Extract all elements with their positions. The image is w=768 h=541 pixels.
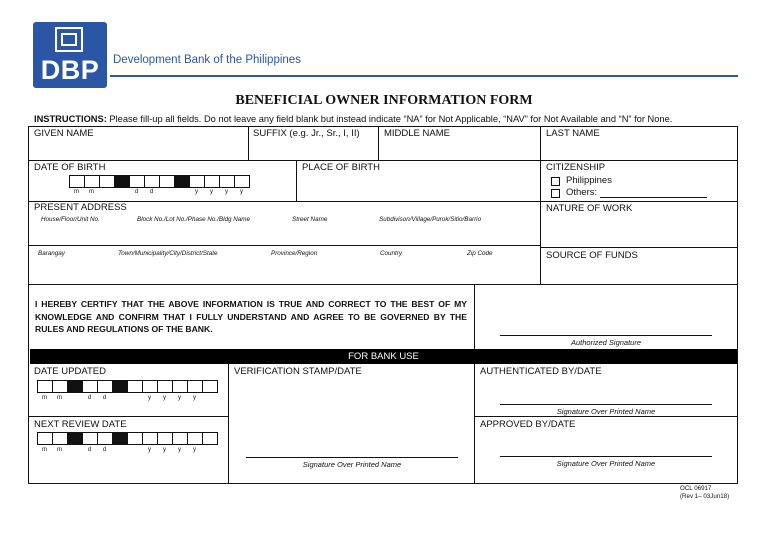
date-of-birth-sublabels: m m d d y y y y (74, 189, 243, 195)
given-name-label: GIVEN NAME (34, 128, 94, 139)
last-name-label: LAST NAME (546, 128, 600, 139)
bank-use-banner: FOR BANK USE (30, 349, 737, 364)
nature-of-work-label: NATURE OF WORK (546, 203, 633, 214)
citizenship-philippines-label: Philippines (566, 175, 612, 186)
verification-signature-line[interactable] (246, 457, 458, 458)
date-of-birth-label: DATE OF BIRTH (34, 162, 106, 173)
form-revision: (Rev 1– 03Jun18) (680, 493, 730, 500)
address-barangay-sublabel: Barangay (38, 250, 65, 257)
next-review-date-sublabels: m m d d y y y y (42, 447, 196, 453)
form-title: BENEFICIAL OWNER INFORMATION FORM (235, 93, 533, 108)
approved-signature-label: Signature Over Printed Name (556, 459, 656, 468)
logo-text: DBP (40, 55, 100, 85)
authorized-signature-label: Authorized Signature (570, 338, 642, 347)
authorized-signature-line[interactable] (500, 335, 712, 336)
date-updated-label: DATE UPDATED (34, 366, 106, 377)
address-house-sublabel: House/Floor/Unit No. (41, 216, 100, 223)
authenticated-signature-line[interactable] (500, 404, 712, 405)
citizenship-others-field[interactable] (600, 197, 707, 198)
source-of-funds-label: SOURCE OF FUNDS (546, 250, 638, 261)
present-address-label: PRESENT ADDRESS (34, 202, 127, 213)
date-updated-sublabels: m m d d y y y y (42, 395, 196, 401)
logo-emblem-icon (55, 27, 83, 52)
address-country-sublabel: Country (380, 250, 403, 257)
verification-signature-label: Signature Over Printed Name (302, 460, 402, 469)
place-of-birth-label: PLACE OF BIRTH (302, 162, 380, 173)
bank-name: Development Bank of the Philippines (113, 54, 301, 66)
instructions (34, 114, 672, 124)
authenticated-by-label: AUTHENTICATED BY/DATE (480, 366, 602, 377)
form-code: OCL 06917 (680, 485, 712, 492)
address-province-sublabel: Province/Region (271, 250, 318, 257)
approved-by-label: APPROVED BY/DATE (480, 419, 576, 430)
certification-text: I HEREBY CERTIFY THAT THE ABOVE INFORMATION IS TRUE AND CORRECT TO THE BEST OF MY KNOWLEDGE AND CONFIRM THAT I FULLY UNDERSTAND AND AGREE TO BE GOVERNED BY THE RULES AND REGULATIONS OF THE BANK. (35, 299, 467, 334)
address-zip-sublabel: Zip Code (467, 250, 493, 257)
approved-signature-line[interactable] (500, 456, 712, 457)
citizenship-label: CITIZENSHIP (546, 162, 606, 173)
next-review-date-boxes[interactable] (37, 432, 217, 445)
address-subdivision-sublabel: Subdivison/Village/Purok/Sitio/Barrio (379, 216, 482, 223)
authenticated-signature-label: Signature Over Printed Name (556, 407, 656, 416)
date-updated-boxes[interactable] (37, 380, 217, 393)
instructions-text: Please fill-up all fields. Do not leave any field blank but instead indicate “NA” for Not Applicable, “NAV” for Not Available and “N” for None. (106, 114, 673, 124)
header-rule (110, 75, 738, 77)
suffix-label: SUFFIX (e.g. Jr., Sr., I, II) (253, 128, 360, 139)
citizenship-philippines-checkbox[interactable] (551, 177, 560, 186)
citizenship-others-label: Others: (566, 187, 598, 198)
middle-name-label: MIDDLE NAME (384, 128, 450, 139)
next-review-date-label: NEXT REVIEW DATE (34, 419, 127, 430)
date-of-birth-boxes[interactable] (69, 175, 249, 188)
verification-stamp-label: VERIFICATION STAMP/DATE (234, 366, 362, 377)
citizenship-others-checkbox[interactable] (551, 189, 560, 198)
address-block-sublabel: Block No./Lot No./Phase No./Bldg Name (137, 216, 251, 223)
dbp-logo (33, 22, 107, 88)
address-street-sublabel: Street Name (292, 216, 328, 223)
address-town-sublabel: Town/Municipality/City/District/State (118, 250, 218, 257)
instructions-label: INSTRUCTIONS: (34, 114, 107, 124)
